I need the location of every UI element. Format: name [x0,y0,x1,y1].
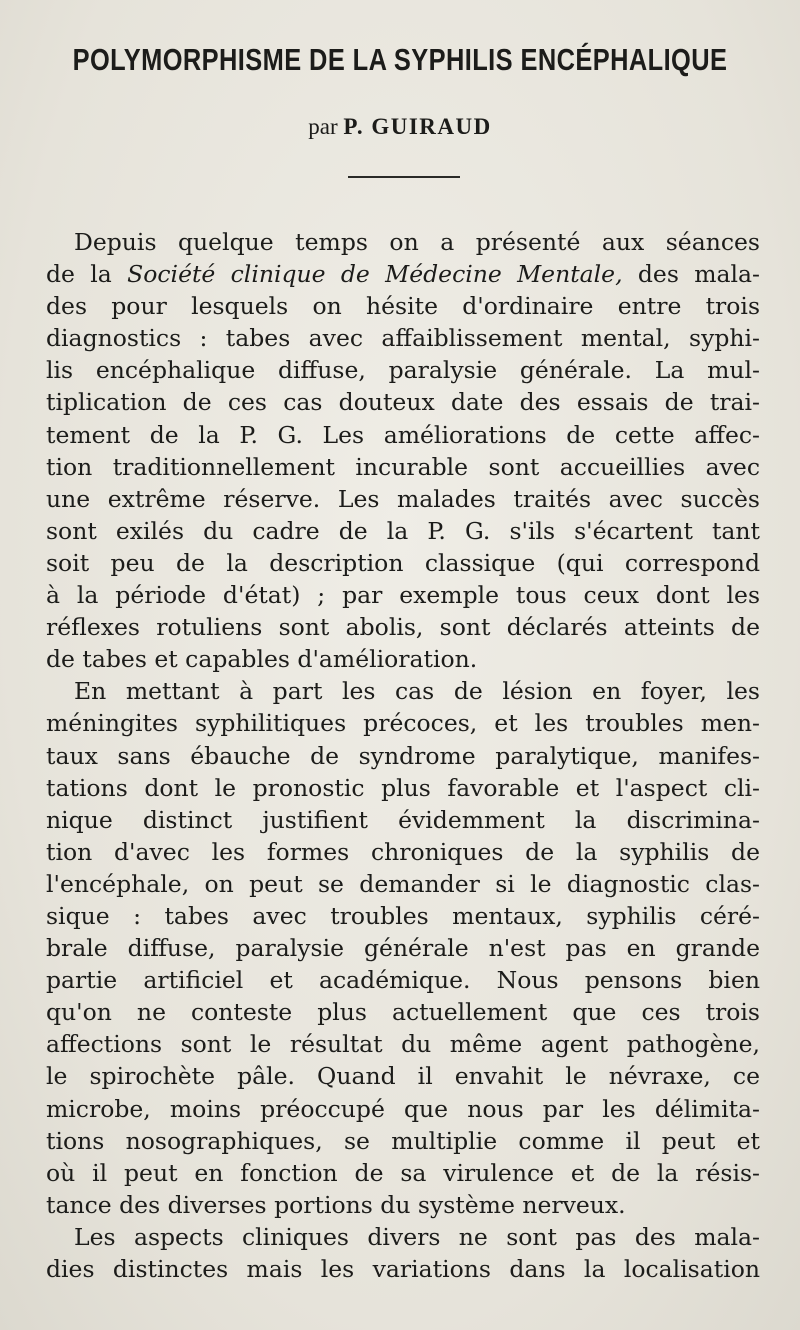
byline-par: par [308,114,338,139]
body-line: lis encéphalique diffuse, paralysie générale. La mul- [46,356,760,385]
body-line: une extrême réserve. Les malades traités avec succès [46,484,760,513]
body-line: affections sont le résultat du même agent pathogène, [46,1030,760,1059]
body-line: réflexes rotuliens sont abolis, sont déclarés atteints de [46,613,760,642]
body-line: taux sans ébauche de syndrome paralytique, manifes- [46,741,760,770]
body-line: le spirochète pâle. Quand il envahit le névraxe, ce [46,1062,760,1091]
body-line: diagnostics : tabes avec affaiblissement mental, syphi- [46,324,760,353]
body-line: En mettant à part les cas de lésion en foyer, les [74,677,760,706]
body-line: sique : tabes avec troubles mentaux, syphilis céré- [46,901,760,930]
body-line: soit peu de la description classique (qui correspond [46,548,760,577]
body-word: des mala- [637,260,760,289]
body-line: tion traditionnellement incurable sont accueillies avec [46,452,760,481]
article-body [46,226,760,1285]
body-line: méningites syphilitiques précoces, et les troubles men- [46,709,760,738]
body-line: l'encéphale, on peut se demander si le diagnostic clas- [46,869,760,898]
byline [0,114,800,140]
body-line: où il peut en fonction de sa virulence et de la résis- [46,1158,760,1187]
body-line: des pour lesquels on hésite d'ordinaire entre trois [46,292,760,321]
body-word: la [90,260,112,289]
title-rule [348,176,460,178]
body-line: dies distinctes mais les variations dans la localisation [46,1255,760,1283]
body-line: microbe, moins préoccupé que nous par les délimita- [46,1094,760,1123]
society-name: Société clinique de Médecine Mentale, [127,260,623,289]
article-title: POLYMORPHISME DE LA SYPHILIS ENCÉPHALIQUE [72,42,728,77]
body-line: partie artificiel et académique. Nous pensons bien [46,966,760,995]
body-line: à la période d'état) ; par exemple tous ceux dont les [46,581,760,610]
body-line: tions nosographiques, se multiplie comme il peut et [46,1126,760,1155]
body-line: tiplication de ces cas douteux date des essais de trai- [46,388,760,417]
body-line: tations dont le pronostic plus favorable et l'aspect cli- [46,773,760,802]
body-line: Depuis quelque temps on a présenté aux séances [74,228,760,256]
body-line [46,258,760,290]
body-line: qu'on ne conteste plus actuellement que ces trois [46,998,760,1027]
body-word: de [46,260,75,289]
body-line: tement de la P. G. Les améliorations de cette affec- [46,420,760,449]
author-name: P. GUIRAUD [343,114,492,139]
body-line: nique distinct justifient évidemment la discrimina- [46,805,760,834]
body-line: Les aspects cliniques divers ne sont pas des mala- [74,1222,760,1251]
body-line: de tabes et capables d'amélioration. [46,645,478,674]
body-line: brale diffuse, paralysie générale n'est pas en grande [46,934,760,963]
body-line: tion d'avec les formes chroniques de la syphilis de [46,837,760,866]
body-line: sont exilés du cadre de la P. G. s'ils s'écartent tant [46,516,760,545]
body-line: tance des diverses portions du système nerveux. [46,1190,626,1219]
